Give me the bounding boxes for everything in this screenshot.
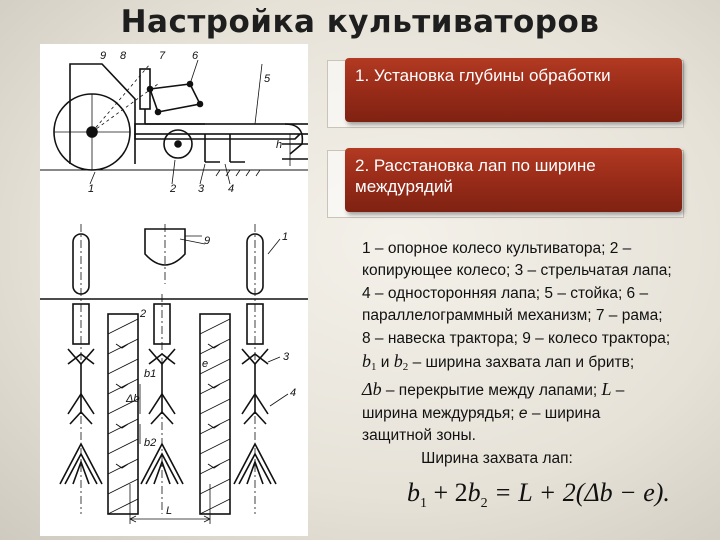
label-4: 4 — [228, 183, 235, 195]
symbol-L: L — [601, 379, 612, 400]
plan-label-1: 1 — [282, 231, 289, 243]
plan-label-3: 3 — [283, 351, 290, 363]
formula-caption: Ширина захвата лап: — [421, 449, 573, 467]
label-h: h — [276, 139, 283, 151]
legend-and: и — [376, 354, 394, 372]
formula-b2: b — [467, 478, 481, 507]
plan-view — [40, 224, 308, 524]
symbol-b1: b — [362, 351, 371, 372]
plan-label-9: 9 — [204, 235, 211, 247]
legend-part-1: 1 – опорное колесо культиватора; 2 – копирующее колесо; 3 – стрельчатая лапа; 4 – односторонняя лапа; 5 – стойка; 6 – параллелограммный механизм; 7 – рама; 8 – навеска трактора; 9 – колесо трактора; — [362, 240, 672, 347]
label-7: 7 — [159, 50, 166, 62]
legend-part-5: – ширина защитной зоны. — [362, 404, 601, 445]
label-9: 9 — [100, 50, 107, 62]
plan-label-b1: b1 — [144, 368, 157, 380]
symbol-b2-sub: 2 — [402, 361, 409, 374]
tab-depth-setting[interactable]: 1. Установка глубины обработки — [345, 58, 682, 122]
slide-title: Настройка культиваторов — [120, 4, 600, 40]
formula-rest: = L + 2(Δb − e). — [487, 478, 670, 507]
legend-part-2: – ширина захвата лап и бритв; — [408, 354, 635, 372]
symbol-delta-b: Δb — [362, 379, 382, 400]
label-6: 6 — [192, 50, 199, 62]
tab-row-spacing[interactable]: 2. Расстановка лап по ширине междурядий — [345, 148, 682, 212]
formula-sub-2: 2 — [480, 496, 488, 512]
legend-part-4: – ширина междурядья; — [362, 382, 625, 422]
symbol-b1-sub: 1 — [371, 361, 377, 374]
plan-label-b2: b2 — [144, 437, 157, 449]
plan-label-delta-b: Δb — [126, 393, 140, 405]
label-8: 8 — [120, 50, 127, 62]
formula — [407, 478, 670, 512]
symbol-e: e — [518, 404, 528, 422]
plan-label-2: 2 — [140, 308, 147, 320]
label-5: 5 — [264, 73, 271, 85]
cultivator-diagram — [40, 44, 308, 536]
label-3: 3 — [198, 183, 205, 195]
legend-text — [362, 238, 672, 470]
symbol-b2: b — [393, 351, 403, 372]
plan-label-e: e — [202, 358, 209, 370]
formula-plus: + 2 — [427, 478, 468, 507]
formula-sub-1: 1 — [420, 496, 427, 512]
formula-b1: b — [407, 478, 420, 507]
plan-label-L: L — [166, 505, 173, 517]
legend-part-3: – перекрытие между лапами; — [381, 382, 602, 400]
label-1: 1 — [88, 183, 95, 195]
plan-label-4: 4 — [290, 387, 297, 399]
label-2: 2 — [170, 183, 177, 195]
